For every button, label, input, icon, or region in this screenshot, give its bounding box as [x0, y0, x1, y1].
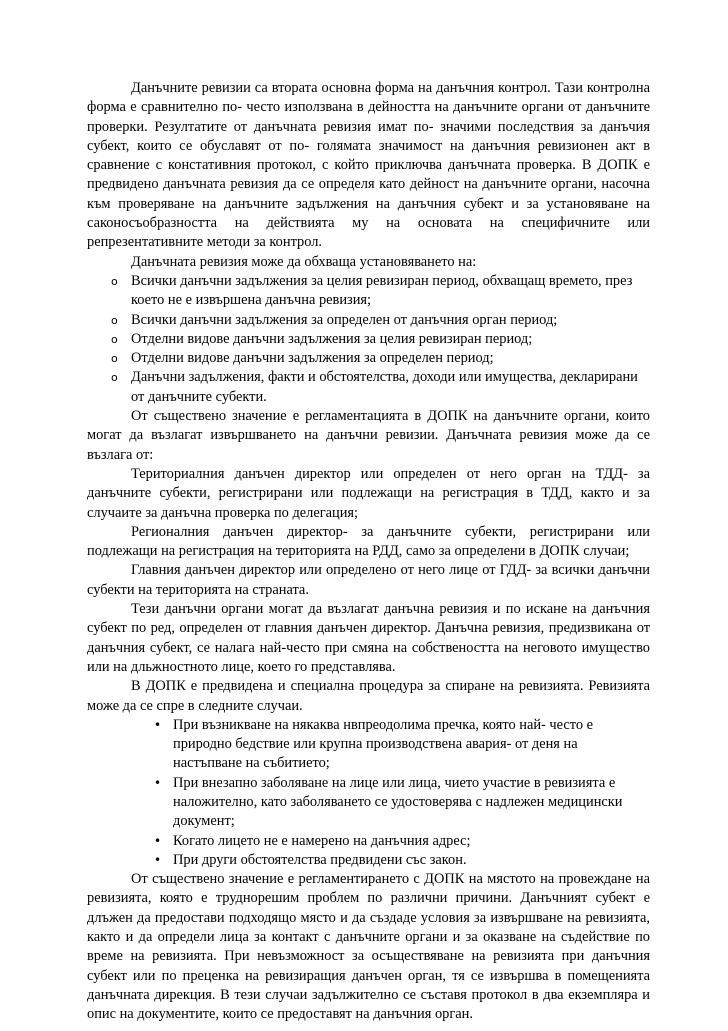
- list-item-text: Всички данъчни задължения за целия ревизиран период, обхващащ времето, през което не е извършена данъчна ревизия;: [131, 272, 633, 309]
- list-item-text: При възникване на някаква нвпреодолима пречка, която най- често е природно бедствие или крупна производствена авария- от деня на настъпване на събитието;: [173, 716, 594, 772]
- circle-bullet-icon: o: [111, 274, 118, 288]
- list-item: [87, 832, 650, 851]
- paragraph-request: Тези данъчни органи могат да възлагат данъчна ревизия и по искане на данъчния субект по ред, определен от главния данъчен директор. Данъчна ревизия, предизвикана от данъчния субект, се налага най-често при смяна на собствеността на неговото имущество или на дльжностното лице, което го представлява.: [87, 601, 650, 675]
- list-item-text: Всички данъчни задължения за определен от данъчния орган период;: [131, 311, 558, 328]
- suspension-list: [87, 716, 650, 870]
- paragraph-territorial-director: Териториалния данъчен директор или определен от него орган на ТДД- за данъчните субекти, регистрирани или подлежащи на регистрация в ТДД, както и за случаите за данъчна проверка по делегация;: [87, 465, 650, 521]
- bullet-icon: •: [154, 852, 162, 867]
- list-item: [87, 349, 650, 368]
- list-item-text: Данъчни задължения, факти и обстоятелства, доходи или имущества, декларирани от данъчните субекти.: [131, 369, 638, 405]
- list-item: [87, 851, 650, 870]
- paragraph-regional-director: Регионалния данъчен директор- за данъчните субекти, регистрирани или подлежащи на регистрация на територията на РДД, само за определени в ДОПК случаи;: [87, 523, 650, 560]
- circle-bullet-icon: o: [111, 371, 118, 385]
- paragraph-intro: Данъчните ревизии са втората основна форма на данъчния контрол. Тази контролна форма е сравнително по- често използвана в дейността на данъчните органи от данъчните проверки. Резултатите от данъчната ревизия имат по- значими последствия за данъчия субект, които се обуславят от по- голямата значимост на данъчния ревизионен акт в сравнение с констативния протокол, с който приключва данъчната проверка. В ДОПК е предвидено данъчната ревизия да се определя като дейност на данъчните органи, насочна към проверяване на данъчните задължения на данъчния субект и за установяване на саконосъобразността на действията му на основата на специфичните или репрезентативните методи за контрол.: [87, 80, 650, 251]
- list-item: [87, 311, 650, 330]
- bullet-icon: •: [154, 775, 162, 790]
- list-item: [87, 368, 650, 407]
- list-item-text: При внезапно заболяване на лице или лица, чието участие в ревизията е наложително, като заболяването се удостоверява с надлежен медицински документ;: [173, 774, 623, 830]
- bullet-icon: •: [154, 833, 162, 848]
- paragraph-authorities: От съществено значение е регламентацията в ДОПК на данъчните органи, които могат да възлагат извършването на данъчни ревизии. Данъчната ревизия може да се възлага от:: [87, 408, 650, 463]
- circle-bullet-icon: o: [111, 352, 118, 366]
- bullet-icon: •: [154, 717, 162, 732]
- circle-bullet-icon: o: [111, 313, 118, 327]
- list-item: [87, 272, 650, 311]
- scope-list: [87, 272, 650, 407]
- list-item-text: При други обстоятелства предвидени със закон.: [173, 851, 467, 868]
- list-item: [87, 716, 650, 774]
- list-item-text: Отделни видове данъчни задължения за целия ревизиран период;: [131, 330, 533, 347]
- list-item: [87, 330, 650, 349]
- list-item-text: Отделни видове данъчни задължения за определен период;: [131, 350, 494, 367]
- circle-bullet-icon: o: [111, 332, 118, 346]
- list-item-text: Когато лицето не е намерено на данъчния адрес;: [173, 832, 471, 849]
- paragraph-suspension: В ДОПК е предвидена и специална процедура за спиране на ревизията. Ревизията може да се спре в следните случаи.: [87, 678, 650, 714]
- paragraph-scope-lead: Данъчната ревизия може да обхваща установяването на:: [131, 253, 477, 270]
- paragraph-chief-director: Главния данъчен директор или определено от него лице от ГДД- за всички данъчни субекти на територията на страната.: [87, 562, 650, 598]
- list-item: [87, 774, 650, 832]
- paragraph-location: От съществено значение е регламентирането с ДОПК на мястото на провеждане на ревизията, която е труднорешим проблем по различни причини. Данъчният субект е длъжен да предостави подходящо място и да създаде условия за извършване на ревизията, както и да определи лица за контакт с данъчните органи и за оказване на съдействие по време на ревизията. При невъзможност за осъществяване на ревизията при данъчния субект или по преценка на ревизиращия данъчен орган, тя се извършва в помещенията данъчната дирекция. В тези случаи задължително се съставя протокол в два екземпляра и опис на документите, които се предоставят на данъчния орган.: [87, 871, 650, 1023]
